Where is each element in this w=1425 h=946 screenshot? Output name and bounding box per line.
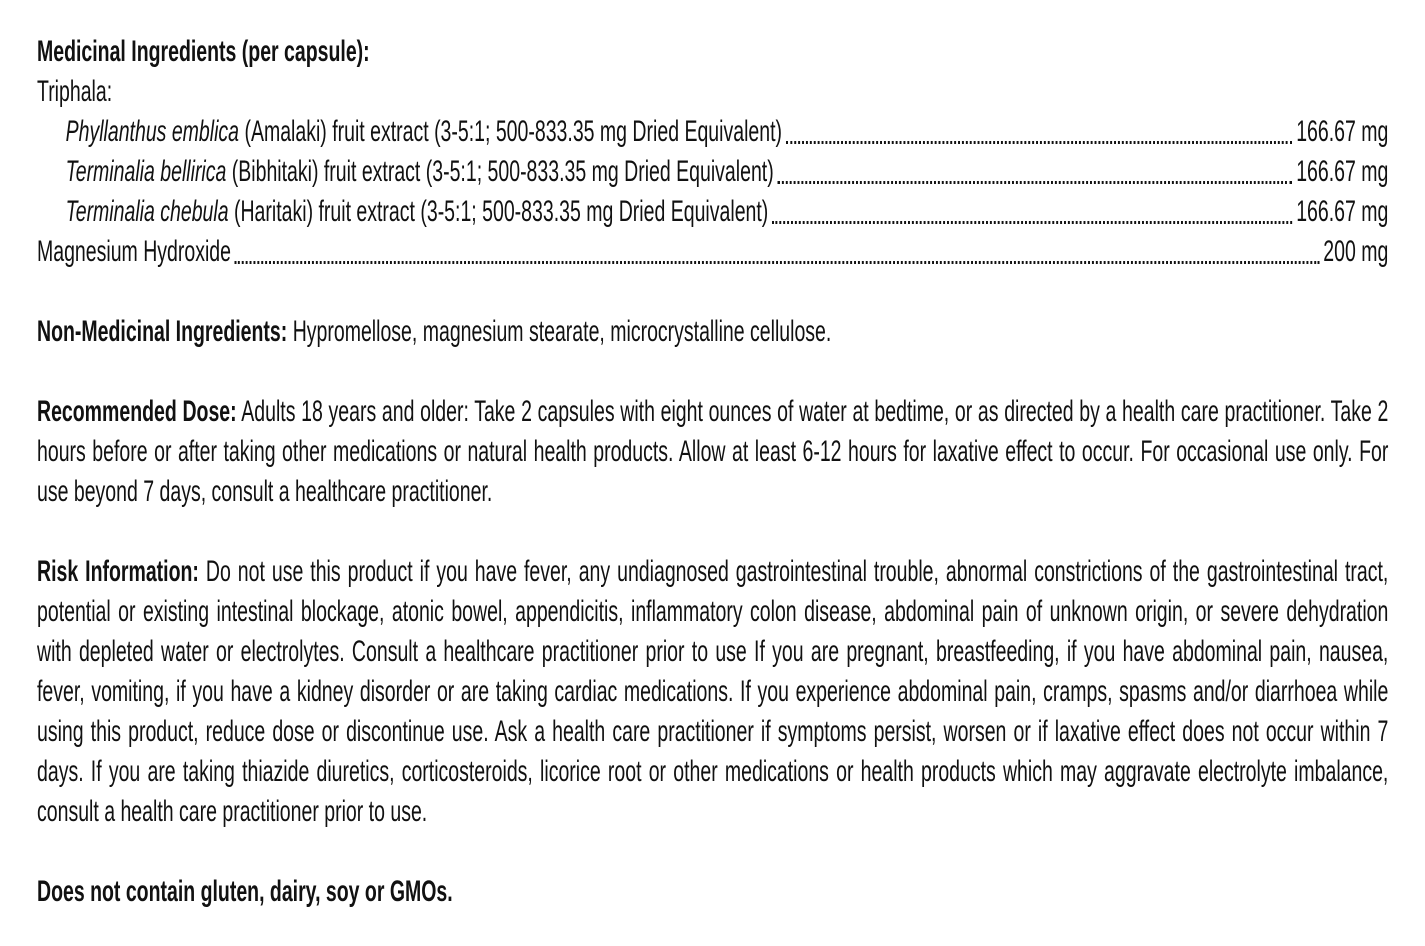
ingredient-amount: 166.67 mg xyxy=(1296,115,1389,148)
triphala-group-label: Triphala: xyxy=(37,75,113,108)
dot-leader xyxy=(778,181,1293,184)
non-medicinal-ingredients-label: Non-Medicinal Ingredients: xyxy=(37,315,288,348)
risk-information-text: Do not use this product if you have fever, any undiagnosed gastrointestinal trouble, abnormal constrictions of the gastrointestinal tract, potential or existing intestinal blockage, atonic bowel, appendicitis, inflammatory colon disease, abdominal pain of unknown origin, or severe dehydration with depleted water or electrolytes. Consult a healthcare practitioner prior to use If you are pregnant, breastfeeding, if you have abdominal pain, nausea, fever, vomiting, if you have a kidney disorder or are taking cardiac medications. If you experience abdominal pain, cramps, spasms and/or diarrhoea while using this product, reduce dose or discontinue use. Ask a health care practitioner if symptoms persist, worsen or if laxative effect does not occur within 7 days. If you are taking thiazide diuretics, corticosteroids, licorice root or other medications or health products which may aggravate electrolyte imbalance, consult a health care practitioner prior to use. xyxy=(37,555,1389,828)
ingredient-description: (Haritaki) fruit extract (3-5:1; 500-833.35 mg Dried Equivalent) xyxy=(228,195,769,228)
recommended-dose-paragraph xyxy=(37,392,1388,512)
ingredient-description: (Bibhitaki) fruit extract (3-5:1; 500-833.35 mg Dried Equivalent) xyxy=(226,155,774,188)
ingredient-name: Magnesium Hydroxide xyxy=(37,235,232,268)
ingredient-row-haritaki xyxy=(37,192,1388,232)
medicinal-ingredients-heading: Medicinal Ingredients (per capsule): xyxy=(37,35,370,68)
non-medicinal-ingredients-text: Hypromellose, magnesium stearate, microcrystalline cellulose. xyxy=(292,315,832,348)
risk-information-label: Risk Information: xyxy=(37,555,199,588)
label-text-block xyxy=(37,32,1388,912)
ingredient-amount: 200 mg xyxy=(1323,235,1389,268)
ingredient-row-bibhitaki xyxy=(37,152,1388,192)
ingredient-description: (Amalaki) fruit extract (3-5:1; 500-833.35 mg Dried Equivalent) xyxy=(239,115,783,148)
ingredient-row-amalaki xyxy=(37,112,1388,152)
allergen-statement: Does not contain gluten, dairy, soy or GMOs. xyxy=(37,875,453,908)
latin-name: Terminalia bellirica xyxy=(65,155,227,188)
recommended-dose-label: Recommended Dose: xyxy=(37,395,237,428)
dot-leader xyxy=(772,221,1292,224)
ingredient-amount: 166.67 mg xyxy=(1296,155,1389,188)
dot-leader xyxy=(235,261,1319,264)
ingredient-name xyxy=(66,152,774,192)
ingredient-amount: 166.67 mg xyxy=(1296,195,1389,228)
latin-name: Phyllanthus emblica xyxy=(65,115,240,148)
recommended-dose-text: Adults 18 years and older: Take 2 capsules with eight ounces of water at bedtime, or as directed by a health care practitioner. Take 2 hours before or after taking other medications or natural health products. Allow at least 6-12 hours for laxative effect to occur. For occasional use only. For use beyond 7 days, consult a healthcare practitioner. xyxy=(37,395,1389,508)
latin-name: Terminalia chebula xyxy=(65,195,229,228)
ingredient-name xyxy=(66,112,782,152)
non-medicinal-ingredients-paragraph xyxy=(37,312,1388,352)
dot-leader xyxy=(786,141,1292,144)
ingredient-row-magnesium-hydroxide xyxy=(37,232,1388,272)
risk-information-paragraph xyxy=(37,552,1388,832)
ingredient-name xyxy=(66,192,769,232)
